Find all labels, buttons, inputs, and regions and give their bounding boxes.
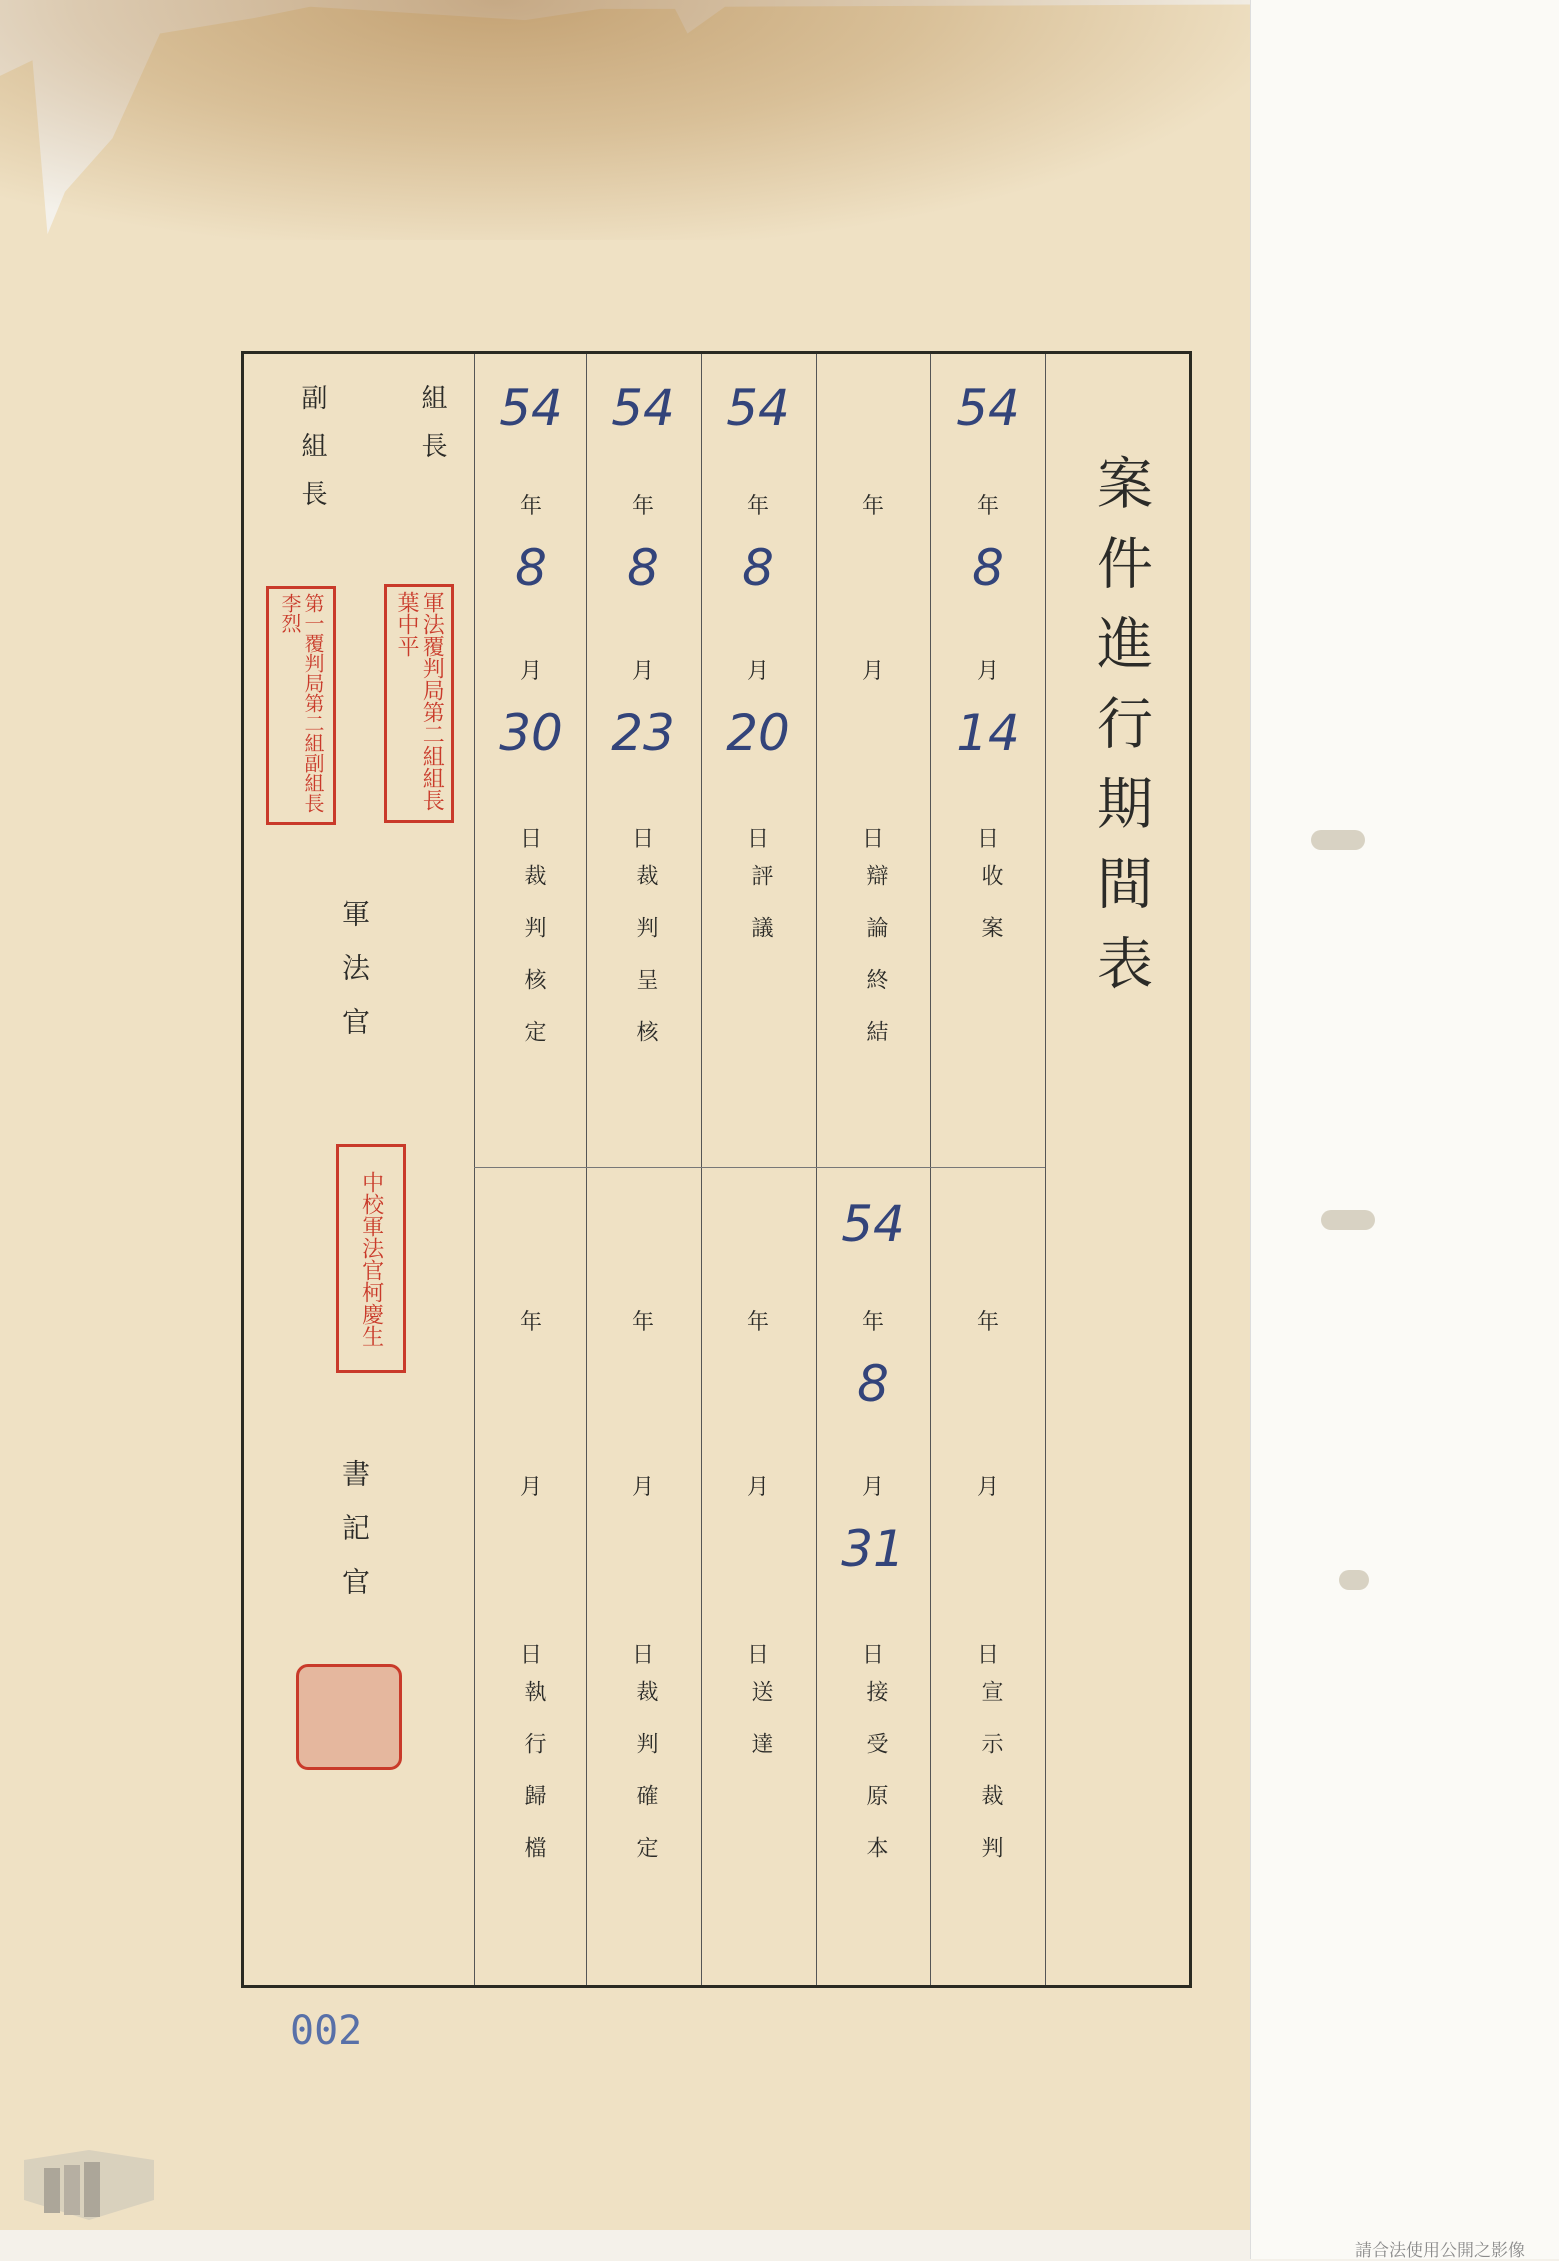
event-label: 接受原本 — [863, 1680, 888, 1888]
binding-hole — [1321, 1210, 1375, 1230]
year-unit: 年 — [519, 494, 542, 519]
month-unit: 月 — [631, 1475, 654, 1500]
handwritten-month: 8 — [972, 539, 1004, 597]
event-label: 評議 — [748, 864, 773, 968]
year-unit: 年 — [746, 494, 769, 519]
year-unit: 年 — [976, 494, 999, 519]
date-cell-lower — [588, 1170, 698, 1980]
day-unit: 日 — [631, 1643, 654, 1668]
year-unit: 年 — [861, 494, 884, 519]
column-divider — [586, 354, 587, 1985]
column-divider — [1045, 354, 1046, 1985]
handwritten-year: 54 — [611, 379, 675, 437]
year-unit: 年 — [976, 1310, 999, 1335]
page-title: 案件進行期間表 — [1088, 454, 1153, 1014]
handwritten-year: 54 — [499, 379, 563, 437]
year-unit: 年 — [519, 1310, 542, 1335]
column-divider — [930, 354, 931, 1985]
event-label: 辯論終結 — [863, 864, 888, 1072]
month-unit: 月 — [631, 659, 654, 684]
judge-label: 軍法官 — [338, 899, 371, 1061]
event-label: 宣示裁判 — [978, 1680, 1003, 1888]
month-unit: 月 — [976, 1475, 999, 1500]
date-cell-lower — [818, 1170, 928, 1980]
event-label: 執行歸檔 — [521, 1680, 546, 1888]
handwritten-day: 14 — [956, 704, 1020, 762]
chief-label: 組長 — [417, 384, 447, 480]
handwritten-day: 23 — [611, 704, 675, 762]
month-unit: 月 — [519, 1475, 542, 1500]
page-number: 002 — [290, 2008, 363, 2054]
date-cell-lower — [703, 1170, 813, 1980]
handwritten-day: 30 — [499, 704, 563, 762]
date-cell-lower — [933, 1170, 1043, 1980]
footer-notice: 請合法使用公開之影像 — [1355, 2241, 1525, 2261]
handwritten-year: 54 — [726, 379, 790, 437]
month-unit: 月 — [976, 659, 999, 684]
clerk-seal — [296, 1664, 402, 1770]
binding-hole — [1311, 830, 1365, 850]
blank-backing-sheet — [1250, 0, 1559, 2259]
event-label: 裁判核定 — [521, 864, 546, 1072]
event-label: 收案 — [978, 864, 1003, 968]
day-unit: 日 — [861, 827, 884, 852]
day-unit: 日 — [631, 827, 654, 852]
date-cell-upper — [933, 354, 1043, 1164]
event-label: 送達 — [748, 1680, 773, 1784]
row-divider — [474, 1167, 1045, 1168]
date-cell-upper — [703, 354, 813, 1164]
month-unit: 月 — [746, 659, 769, 684]
month-unit: 月 — [519, 659, 542, 684]
day-unit: 日 — [976, 1643, 999, 1668]
day-unit: 日 — [976, 827, 999, 852]
handwritten-day: 20 — [726, 704, 790, 762]
event-label: 裁判呈核 — [633, 864, 658, 1072]
clerk-label: 書記官 — [338, 1459, 371, 1621]
deputy-chief-label: 副組長 — [297, 384, 327, 528]
handwritten-month: 8 — [857, 1355, 889, 1413]
date-cell-lower — [476, 1170, 586, 1980]
handwritten-day: 31 — [841, 1520, 905, 1578]
judge-seal: 中校軍法官柯慶生 — [336, 1144, 406, 1373]
date-cell-upper — [588, 354, 698, 1164]
year-unit: 年 — [631, 1310, 654, 1335]
day-unit: 日 — [746, 827, 769, 852]
month-unit: 月 — [861, 659, 884, 684]
binding-hole — [1339, 1570, 1369, 1590]
day-unit: 日 — [746, 1643, 769, 1668]
date-cell-upper — [476, 354, 586, 1164]
date-cell-upper — [818, 354, 928, 1164]
column-divider — [816, 354, 817, 1985]
handwritten-year: 54 — [841, 1195, 905, 1253]
handwritten-month: 8 — [627, 539, 659, 597]
column-divider — [474, 354, 475, 1985]
handwritten-month: 8 — [515, 539, 547, 597]
handwritten-month: 8 — [742, 539, 774, 597]
water-stain — [0, 0, 1250, 240]
year-unit: 年 — [631, 494, 654, 519]
day-unit: 日 — [861, 1643, 884, 1668]
year-unit: 年 — [861, 1310, 884, 1335]
day-unit: 日 — [519, 827, 542, 852]
day-unit: 日 — [519, 1643, 542, 1668]
event-label: 裁判確定 — [633, 1680, 658, 1888]
month-unit: 月 — [746, 1475, 769, 1500]
archive-logo-icon — [14, 2140, 159, 2230]
deputy-chief-seal: 第一覆判局第二組副組長李烈 — [266, 586, 336, 825]
form-frame — [241, 351, 1192, 1988]
month-unit: 月 — [861, 1475, 884, 1500]
chief-seal: 軍法覆判局第二組組長葉中平 — [384, 584, 454, 823]
handwritten-year: 54 — [956, 379, 1020, 437]
column-divider — [701, 354, 702, 1985]
year-unit: 年 — [746, 1310, 769, 1335]
